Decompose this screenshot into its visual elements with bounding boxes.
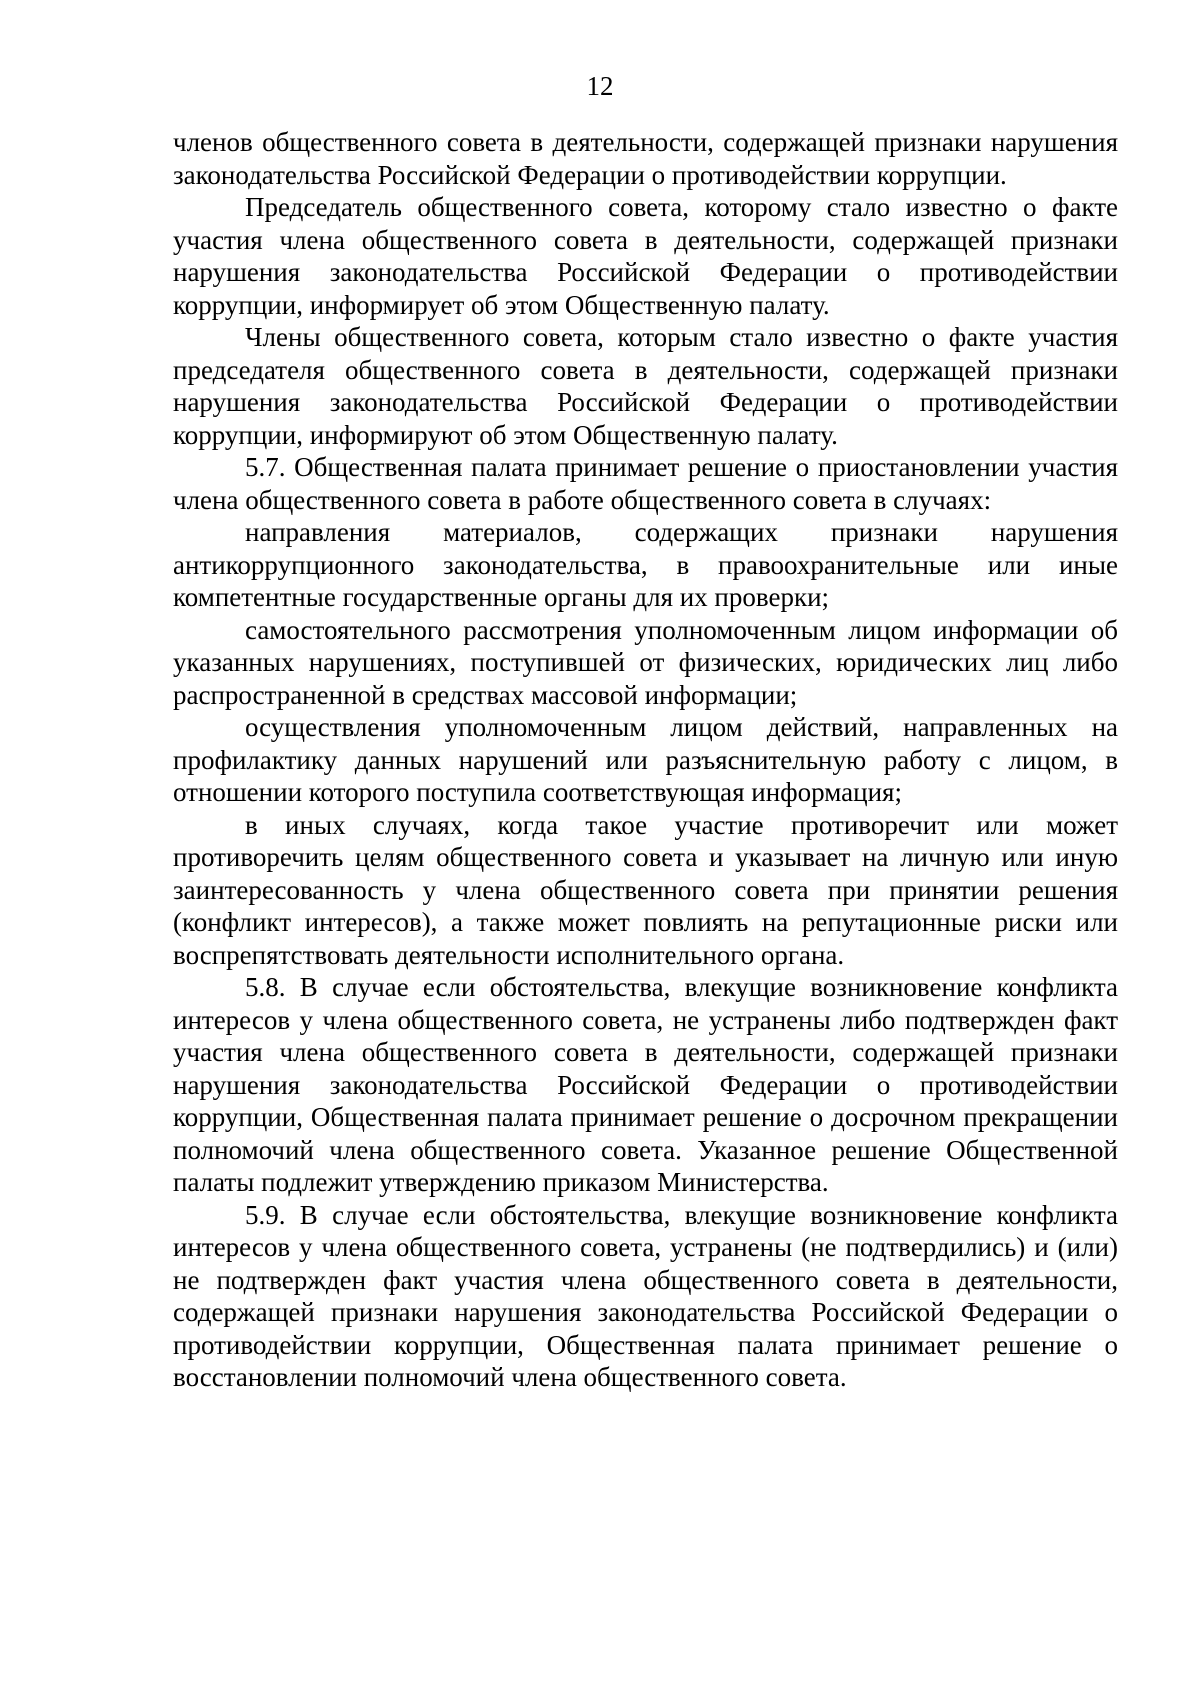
paragraph-5-7: 5.7. Общественная палата принимает решение о приостановлении участия члена общественного совета в работе общественного совета в случаях: — [173, 452, 1118, 515]
document-body — [173, 126, 1118, 1394]
paragraph-5-8: 5.8. В случае если обстоятельства, влекущие возникновение конфликта интересов у члена общественного совета, не устранены либо подтвержден факт участия члена общественного совета в деятельности, содержащей признаки нарушения законодательства Российской Федерации о противодействии коррупции, Общественная палата принимает решение о досрочном прекращении полномочий члена общественного совета. Указанное решение Общественной палаты подлежит утверждению приказом Министерства. — [173, 972, 1118, 1197]
paragraph-case-review: самостоятельного рассмотрения уполномоченным лицом информации об указанных нарушениях, поступившей от физических, юридических лиц либо распространенной в средствах массовой информации; — [173, 614, 1118, 710]
paragraph-case-other: в иных случаях, когда такое участие противоречит или может противоречить целям общественного совета и указывает на личную или иную заинтересованность у члена общественного совета при принятии решения (конфликт интересов), а также может повлиять на репутационные риски или воспрепятствовать деятельности исполнительного органа. — [173, 809, 1118, 970]
paragraph-case-actions: осуществления уполномоченным лицом действий, направленных на профилактику данных нарушений или разъяснительную работу с лицом, в отношении которого поступила соответствующая информация; — [173, 712, 1118, 807]
paragraph-5-9: 5.9. В случае если обстоятельства, влекущие возникновение конфликта интересов у члена общественного совета, устранены (не подтвердились) и (или) не подтвержден факт участия члена общественного совета в деятельности, содержащей признаки нарушения законодательства Российской Федерации о противодействии коррупции, Общественная палата принимает решение о восстановлении полномочий члена общественного совета. — [173, 1199, 1118, 1392]
paragraph-chairman-informs: Председатель общественного совета, которому стало известно о факте участия члена общественного совета в деятельности, содержащей признаки нарушения законодательства Российской Федерации о противодействии коррупции, информирует об этом Общественную палату. — [173, 192, 1118, 320]
paragraph-case-materials: направления материалов, содержащих признаки нарушения антикоррупционного законодательства, в правоохранительные или иные компетентные государственные органы для их проверки; — [173, 517, 1118, 612]
paragraph-continuation: членов общественного совета в деятельности, содержащей признаки нарушения законодательства Российской Федерации о противодействии коррупции. — [173, 127, 1118, 190]
paragraph-members-inform: Члены общественного совета, которым стало известно о факте участия председателя общественного совета в деятельности, содержащей признаки нарушения законодательства Российской Федерации о противодействии коррупции, информируют об этом Общественную палату. — [173, 322, 1118, 450]
page-number: 12 — [586, 71, 614, 101]
